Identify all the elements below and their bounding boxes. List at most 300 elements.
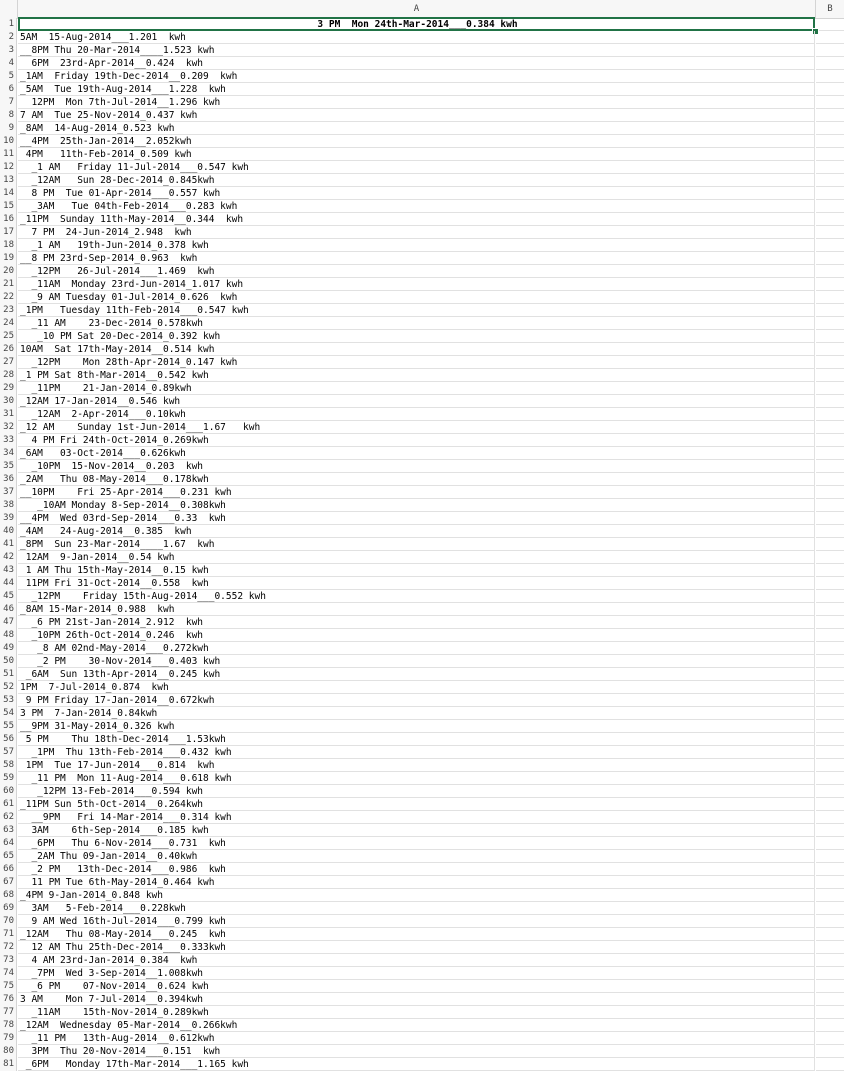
cell-b[interactable] (816, 655, 844, 668)
row-number[interactable]: 14 (0, 187, 17, 200)
cell-a[interactable]: 5AM 15-Aug-2014___1.201 kwh (18, 31, 815, 44)
row-number[interactable]: 50 (0, 655, 17, 668)
cell-b[interactable] (816, 915, 844, 928)
cell-b[interactable] (816, 31, 844, 44)
cell-a[interactable]: _8AM 15-Mar-2014_0.988 kwh (18, 603, 815, 616)
cell-b[interactable] (816, 291, 844, 304)
row-number[interactable]: 18 (0, 239, 17, 252)
table-row (0, 564, 844, 577)
cell-a[interactable]: _4PM 9-Jan-2014_0.848 kwh (18, 889, 815, 902)
row-number[interactable]: 76 (0, 993, 17, 1006)
cell-b[interactable] (816, 239, 844, 252)
cell-a[interactable]: 9 PM Friday 17-Jan-2014__0.672kwh (18, 694, 815, 707)
cell-a[interactable]: _11 PM Mon 11-Aug-2014___0.618 kwh (18, 772, 815, 785)
column-header-a[interactable]: A (18, 0, 816, 18)
cell-a[interactable]: 11 PM Tue 6th-May-2014_0.464 kwh (18, 876, 815, 889)
cell-b[interactable] (816, 785, 844, 798)
cell-a[interactable]: _9 AM Tuesday 01-Jul-2014_0.626 kwh (18, 291, 815, 304)
cell-b[interactable] (816, 824, 844, 837)
table-row (0, 512, 844, 525)
row-number[interactable]: 10 (0, 135, 17, 148)
cell-a[interactable]: _12AM 2-Apr-2014___0.10kwh (18, 408, 815, 421)
row-number[interactable]: 65 (0, 850, 17, 863)
row-number[interactable]: 33 (0, 434, 17, 447)
row-number[interactable]: 51 (0, 668, 17, 681)
table-row (0, 928, 844, 941)
row-number[interactable]: 8 (0, 109, 17, 122)
cell-b[interactable] (816, 122, 844, 135)
cell-b[interactable] (816, 1045, 844, 1058)
cell-a[interactable]: 3AM 6th-Sep-2014___0.185 kwh (18, 824, 815, 837)
row-number[interactable]: 56 (0, 733, 17, 746)
cell-a[interactable]: _11AM 15th-Nov-2014_0.289kwh (18, 1006, 815, 1019)
row-number[interactable]: 11 (0, 148, 17, 161)
cell-a[interactable]: 4 AM 23rd-Jan-2014_0.384 kwh (18, 954, 815, 967)
cell-a[interactable]: 1PM 7-Jul-2014_0.874 kwh (18, 681, 815, 694)
cell-a[interactable]: _1 AM 19th-Jun-2014_0.378 kwh (18, 239, 815, 252)
cell-b[interactable] (816, 863, 844, 876)
cell-a[interactable]: _6AM Sun 13th-Apr-2014__0.245 kwh (18, 668, 815, 681)
cell-a[interactable]: __8 PM 23rd-Sep-2014_0.963 kwh (18, 252, 815, 265)
cell-b[interactable] (816, 681, 844, 694)
cell-b[interactable] (816, 252, 844, 265)
table-row (0, 1058, 844, 1071)
cell-b[interactable] (816, 18, 844, 31)
cell-b[interactable] (816, 889, 844, 902)
row-number[interactable]: 62 (0, 811, 17, 824)
cell-b[interactable] (816, 707, 844, 720)
cell-b[interactable] (816, 460, 844, 473)
table-row (0, 785, 844, 798)
cell-b[interactable] (816, 928, 844, 941)
cell-a[interactable]: _11PM Sunday 11th-May-2014__0.344 kwh (18, 213, 815, 226)
row-number[interactable]: 13 (0, 174, 17, 187)
table-row (0, 707, 844, 720)
cell-a[interactable]: _1 PM Sat 8th-Mar-2014__0.542 kwh (18, 369, 815, 382)
cell-b[interactable] (816, 83, 844, 96)
cell-a[interactable]: _10AM Monday 8-Sep-2014__0.308kwh (18, 499, 815, 512)
row-number[interactable]: 27 (0, 356, 17, 369)
table-row (0, 525, 844, 538)
table-row (0, 278, 844, 291)
cell-a[interactable]: _12 AM Sunday 1st-Jun-2014___1.67 kwh (18, 421, 815, 434)
table-row (0, 486, 844, 499)
row-number[interactable]: 79 (0, 1032, 17, 1045)
table-row (0, 135, 844, 148)
row-number[interactable]: 5 (0, 70, 17, 83)
row-number[interactable]: 55 (0, 720, 17, 733)
row-number[interactable]: 37 (0, 486, 17, 499)
row-number[interactable]: 16 (0, 213, 17, 226)
row-number[interactable]: 35 (0, 460, 17, 473)
row-number[interactable]: 26 (0, 343, 17, 356)
table-row (0, 460, 844, 473)
cell-a[interactable]: 12AM 9-Jan-2014__0.54 kwh (18, 551, 815, 564)
row-number[interactable]: 2 (0, 31, 17, 44)
table-row (0, 603, 844, 616)
cell-a[interactable]: _2AM Thu 09-Jan-2014__0.40kwh (18, 850, 815, 863)
row-number[interactable]: 15 (0, 200, 17, 213)
row-number[interactable]: 46 (0, 603, 17, 616)
cell-a[interactable]: _1PM Thu 13th-Feb-2014___0.432 kwh (18, 746, 815, 759)
cell-a[interactable]: 1PM Tue 17-Jun-2014___0.814 kwh (18, 759, 815, 772)
row-number[interactable]: 60 (0, 785, 17, 798)
cell-b[interactable] (816, 720, 844, 733)
cell-b[interactable] (816, 434, 844, 447)
row-number[interactable]: 34 (0, 447, 17, 460)
cell-a[interactable]: _10PM 15-Nov-2014__0.203 kwh (18, 460, 815, 473)
cell-a[interactable]: _12PM Friday 15th-Aug-2014___0.552 kwh (18, 590, 815, 603)
cell-a[interactable]: _12AM Wednesday 05-Mar-2014__0.266kwh (18, 1019, 815, 1032)
table-row (0, 174, 844, 187)
cell-a[interactable]: _6 PM 21st-Jan-2014_2.912 kwh (18, 616, 815, 629)
row-number[interactable]: 57 (0, 746, 17, 759)
cell-b[interactable] (816, 473, 844, 486)
cell-a[interactable]: _2 PM 13th-Dec-2014___0.986 kwh (18, 863, 815, 876)
cell-b[interactable] (816, 447, 844, 460)
cell-b[interactable] (816, 356, 844, 369)
cell-a[interactable]: 3 AM Mon 7-Jul-2014__0.394kwh (18, 993, 815, 1006)
cell-b[interactable] (816, 577, 844, 590)
cell-a[interactable]: 3PM Thu 20-Nov-2014___0.151 kwh (18, 1045, 815, 1058)
cell-a[interactable]: __9PM 31-May-2014_0.326 kwh (18, 720, 815, 733)
table-row (0, 382, 844, 395)
table-row (0, 811, 844, 824)
row-number[interactable]: 40 (0, 525, 17, 538)
cell-b[interactable] (816, 629, 844, 642)
cell-a[interactable]: _11PM 21-Jan-2014_0.89kwh (18, 382, 815, 395)
row-number[interactable]: 7 (0, 96, 17, 109)
cell-b[interactable] (816, 993, 844, 1006)
cell-a[interactable]: _11PM Sun 5th-Oct-2014__0.264kwh (18, 798, 815, 811)
row-number[interactable]: 39 (0, 512, 17, 525)
cell-b[interactable] (816, 642, 844, 655)
row-number[interactable]: 77 (0, 1006, 17, 1019)
cell-b[interactable] (816, 304, 844, 317)
cell-b[interactable] (816, 486, 844, 499)
cell-a[interactable]: _12AM Thu 08-May-2014___0.245 kwh (18, 928, 815, 941)
row-number[interactable]: 6 (0, 83, 17, 96)
cell-b[interactable] (816, 421, 844, 434)
cell-b[interactable] (816, 96, 844, 109)
table-row (0, 915, 844, 928)
row-number[interactable]: 9 (0, 122, 17, 135)
cell-b[interactable] (816, 850, 844, 863)
cell-a[interactable]: _6PM Monday 17th-Mar-2014___1.165 kwh (18, 1058, 815, 1071)
table-row (0, 434, 844, 447)
row-number[interactable]: 20 (0, 265, 17, 278)
cell-a[interactable]: _11 AM 23-Dec-2014_0.578kwh (18, 317, 815, 330)
cell-a[interactable]: 9 AM Wed 16th-Jul-2014___0.799 kwh (18, 915, 815, 928)
cell-b[interactable] (816, 369, 844, 382)
row-number[interactable]: 53 (0, 694, 17, 707)
cell-b[interactable] (816, 512, 844, 525)
row-number[interactable]: 32 (0, 421, 17, 434)
cell-a[interactable]: 7 PM 24-Jun-2014_2.948 kwh (18, 226, 815, 239)
table-row (0, 57, 844, 70)
cell-a[interactable]: __10PM Fri 25-Apr-2014___0.231 kwh (18, 486, 815, 499)
row-number[interactable]: 54 (0, 707, 17, 720)
cell-b[interactable] (816, 876, 844, 889)
table-row (0, 616, 844, 629)
table-row (0, 837, 844, 850)
cell-b[interactable] (816, 343, 844, 356)
cell-b[interactable] (816, 954, 844, 967)
cell-a[interactable]: __4PM Wed 03rd-Sep-2014___0.33 kwh (18, 512, 815, 525)
cell-a[interactable]: 6PM 23rd-Apr-2014__0.424 kwh (18, 57, 815, 70)
cell-a[interactable]: _8PM Sun 23-Mar-2014____1.67 kwh (18, 538, 815, 551)
row-number[interactable]: 41 (0, 538, 17, 551)
cell-a[interactable]: 12PM Mon 7th-Jul-2014__1.296 kwh (18, 96, 815, 109)
table-row (0, 824, 844, 837)
row-number[interactable]: 63 (0, 824, 17, 837)
table-row (0, 720, 844, 733)
row-number[interactable]: 66 (0, 863, 17, 876)
cell-a[interactable]: 11PM Fri 31-Oct-2014__0.558 kwh (18, 577, 815, 590)
cell-b[interactable] (816, 733, 844, 746)
cell-a[interactable]: _7PM Wed 3-Sep-2014__1.008kwh (18, 967, 815, 980)
cell-b[interactable] (816, 798, 844, 811)
row-number[interactable]: 61 (0, 798, 17, 811)
cell-b[interactable] (816, 200, 844, 213)
cell-b[interactable] (816, 174, 844, 187)
cell-b[interactable] (816, 109, 844, 122)
cell-a[interactable]: _1AM Friday 19th-Dec-2014__0.209 kwh (18, 70, 815, 83)
cell-b[interactable] (816, 213, 844, 226)
cell-b[interactable] (816, 408, 844, 421)
table-row (0, 798, 844, 811)
row-number[interactable]: 64 (0, 837, 17, 850)
cell-a[interactable]: _11AM Monday 23rd-Jun-2014_1.017 kwh (18, 278, 815, 291)
cell-a[interactable]: _3AM Tue 04th-Feb-2014___0.283 kwh (18, 200, 815, 213)
row-number[interactable]: 43 (0, 564, 17, 577)
table-row (0, 148, 844, 161)
row-number[interactable]: 78 (0, 1019, 17, 1032)
table-row (0, 1006, 844, 1019)
row-number[interactable]: 69 (0, 902, 17, 915)
cell-a[interactable]: 8 PM Tue 01-Apr-2014___0.557 kwh (18, 187, 815, 200)
cell-b[interactable] (816, 226, 844, 239)
cell-b[interactable] (816, 44, 844, 57)
cell-a[interactable]: __8PM Thu 20-Mar-2014____1.523 kwh (18, 44, 815, 57)
row-number[interactable]: 45 (0, 590, 17, 603)
cell-a[interactable]: 3 PM 7-Jan-2014_0.84kwh (18, 707, 815, 720)
table-row (0, 577, 844, 590)
cell-a[interactable]: _10 PM Sat 20-Dec-2014_0.392 kwh (18, 330, 815, 343)
cell-b[interactable] (816, 187, 844, 200)
cell-a[interactable]: _8AM 14-Aug-2014_0.523 kwh (18, 122, 815, 135)
table-row (0, 863, 844, 876)
row-number[interactable]: 58 (0, 759, 17, 772)
cell-a[interactable]: _12AM 17-Jan-2014__0.546 kwh (18, 395, 815, 408)
table-row (0, 408, 844, 421)
cell-a[interactable]: _11 PM 13th-Aug-2014__0.612kwh (18, 1032, 815, 1045)
cell-b[interactable] (816, 772, 844, 785)
cell-b[interactable] (816, 538, 844, 551)
row-number[interactable]: 42 (0, 551, 17, 564)
cell-a[interactable]: _10PM 26th-Oct-2014_0.246 kwh (18, 629, 815, 642)
cell-b[interactable] (816, 382, 844, 395)
cell-b[interactable] (816, 1019, 844, 1032)
cell-b[interactable] (816, 161, 844, 174)
cell-a[interactable]: _8 AM 02nd-May-2014___0.272kwh (18, 642, 815, 655)
cell-b[interactable] (816, 395, 844, 408)
cell-a[interactable]: _6AM 03-Oct-2014___0.626kwh (18, 447, 815, 460)
cell-a[interactable]: 4 PM Fri 24th-Oct-2014_0.269kwh (18, 434, 815, 447)
row-number[interactable]: 72 (0, 941, 17, 954)
column-header-b[interactable]: B (827, 4, 833, 14)
cell-a[interactable]: 5 PM Thu 18th-Dec-2014___1.53kwh (18, 733, 815, 746)
table-row (0, 291, 844, 304)
cell-b[interactable] (816, 551, 844, 564)
row-number[interactable]: 52 (0, 681, 17, 694)
row-number[interactable]: 36 (0, 473, 17, 486)
cell-a[interactable]: _6 PM 07-Nov-2014__0.624 kwh (18, 980, 815, 993)
cell-b[interactable] (816, 525, 844, 538)
cell-a[interactable]: _5AM Tue 19th-Aug-2014___1.228 kwh (18, 83, 815, 96)
cell-a[interactable]: __4PM 25th-Jan-2014__2.052kwh (18, 135, 815, 148)
cell-a[interactable]: _12PM 26-Jul-2014___1.469 kwh (18, 265, 815, 278)
table-row (0, 330, 844, 343)
table-row (0, 83, 844, 96)
cell-a[interactable]: 10AM Sat 17th-May-2014__0.514 kwh (18, 343, 815, 356)
table-row (0, 746, 844, 759)
row-number[interactable]: 23 (0, 304, 17, 317)
cell-b[interactable] (816, 499, 844, 512)
table-row (0, 1019, 844, 1032)
row-number[interactable]: 4 (0, 57, 17, 70)
table-row (0, 1045, 844, 1058)
table-row (0, 629, 844, 642)
cell-b[interactable] (816, 967, 844, 980)
cell-b[interactable] (816, 616, 844, 629)
table-row (0, 18, 844, 31)
row-number[interactable]: 44 (0, 577, 17, 590)
cell-b[interactable] (816, 811, 844, 824)
row-number[interactable]: 49 (0, 642, 17, 655)
cell-a[interactable]: _12PM Mon 28th-Apr-2014_0.147 kwh (18, 356, 815, 369)
row-number[interactable]: 19 (0, 252, 17, 265)
table-row (0, 447, 844, 460)
cell-b[interactable] (816, 564, 844, 577)
row-number[interactable]: 68 (0, 889, 17, 902)
cell-a[interactable]: __9PM Fri 14-Mar-2014___0.314 kwh (18, 811, 815, 824)
row-number[interactable]: 71 (0, 928, 17, 941)
row-number[interactable]: 48 (0, 629, 17, 642)
row-number[interactable]: 67 (0, 876, 17, 889)
cell-a[interactable]: _12AM Sun 28-Dec-2014_0.845kwh (18, 174, 815, 187)
table-row (0, 369, 844, 382)
cell-a[interactable]: _1PM Tuesday 11th-Feb-2014___0.547 kwh (18, 304, 815, 317)
cell-b[interactable] (816, 694, 844, 707)
row-number[interactable]: 3 (0, 44, 17, 57)
row-number[interactable]: 30 (0, 395, 17, 408)
table-row (0, 239, 844, 252)
cell-a[interactable]: _6PM Thu 6-Nov-2014___0.731 kwh (18, 837, 815, 850)
table-row (0, 109, 844, 122)
cell-b[interactable] (816, 135, 844, 148)
row-number[interactable]: 31 (0, 408, 17, 421)
row-number[interactable]: 24 (0, 317, 17, 330)
table-row (0, 980, 844, 993)
cell-b[interactable] (816, 1006, 844, 1019)
cell-b[interactable] (816, 941, 844, 954)
row-number[interactable]: 75 (0, 980, 17, 993)
row-number[interactable]: 70 (0, 915, 17, 928)
cell-b[interactable] (816, 759, 844, 772)
table-row (0, 343, 844, 356)
row-number[interactable]: 81 (0, 1058, 17, 1071)
cell-b[interactable] (816, 603, 844, 616)
cell-a[interactable]: 4PM 11th-Feb-2014_0.509 kwh (18, 148, 815, 161)
active-cell[interactable]: 3 PM Mon 24th-Mar-2014___0.384 kwh (18, 17, 815, 31)
cell-b[interactable] (816, 902, 844, 915)
table-row (0, 96, 844, 109)
table-row (0, 590, 844, 603)
cell-a[interactable]: _1 AM Friday 11-Jul-2014___0.547 kwh (18, 161, 815, 174)
cell-b[interactable] (816, 278, 844, 291)
row-number[interactable]: 28 (0, 369, 17, 382)
row-number[interactable]: 29 (0, 382, 17, 395)
table-row (0, 889, 844, 902)
cell-a[interactable]: 3AM 5-Feb-2014___0.228kwh (18, 902, 815, 915)
cell-a[interactable]: 12 AM Thu 25th-Dec-2014___0.333kwh (18, 941, 815, 954)
table-row (0, 226, 844, 239)
grid-rows (0, 18, 844, 1071)
table-row (0, 538, 844, 551)
cell-b[interactable] (816, 980, 844, 993)
row-number[interactable]: 38 (0, 499, 17, 512)
row-number[interactable]: 12 (0, 161, 17, 174)
cell-b[interactable] (816, 1058, 844, 1071)
select-all-corner[interactable] (0, 0, 18, 18)
cell-b[interactable] (816, 57, 844, 70)
cell-b[interactable] (816, 668, 844, 681)
row-number[interactable]: 73 (0, 954, 17, 967)
row-number[interactable]: 21 (0, 278, 17, 291)
row-number[interactable]: 25 (0, 330, 17, 343)
table-row (0, 304, 844, 317)
cell-b[interactable] (816, 148, 844, 161)
table-row (0, 941, 844, 954)
row-number[interactable]: 17 (0, 226, 17, 239)
cell-b[interactable] (816, 746, 844, 759)
row-number[interactable]: 47 (0, 616, 17, 629)
cell-a[interactable]: _2 PM 30-Nov-2014___0.403 kwh (18, 655, 815, 668)
cell-b[interactable] (816, 590, 844, 603)
cell-a[interactable]: _4AM 24-Aug-2014__0.385 kwh (18, 525, 815, 538)
cell-b[interactable] (816, 317, 844, 330)
cell-b[interactable] (816, 70, 844, 83)
row-number[interactable]: 74 (0, 967, 17, 980)
cell-a[interactable]: 7 AM Tue 25-Nov-2014_0.437 kwh (18, 109, 815, 122)
cell-b[interactable] (816, 330, 844, 343)
table-row (0, 954, 844, 967)
table-row (0, 70, 844, 83)
cell-b[interactable] (816, 265, 844, 278)
cell-b[interactable] (816, 837, 844, 850)
cell-b[interactable] (816, 1032, 844, 1045)
table-row (0, 252, 844, 265)
row-number[interactable]: 59 (0, 772, 17, 785)
row-number[interactable]: 22 (0, 291, 17, 304)
cell-a[interactable]: _12PM 13-Feb-2014___0.594 kwh (18, 785, 815, 798)
row-number[interactable]: 1 (0, 18, 17, 31)
cell-a[interactable]: _2AM Thu 08-May-2014___0.178kwh (18, 473, 815, 486)
cell-a[interactable]: 1 AM Thu 15th-May-2014__0.15 kwh (18, 564, 815, 577)
table-row (0, 655, 844, 668)
row-number[interactable]: 80 (0, 1045, 17, 1058)
